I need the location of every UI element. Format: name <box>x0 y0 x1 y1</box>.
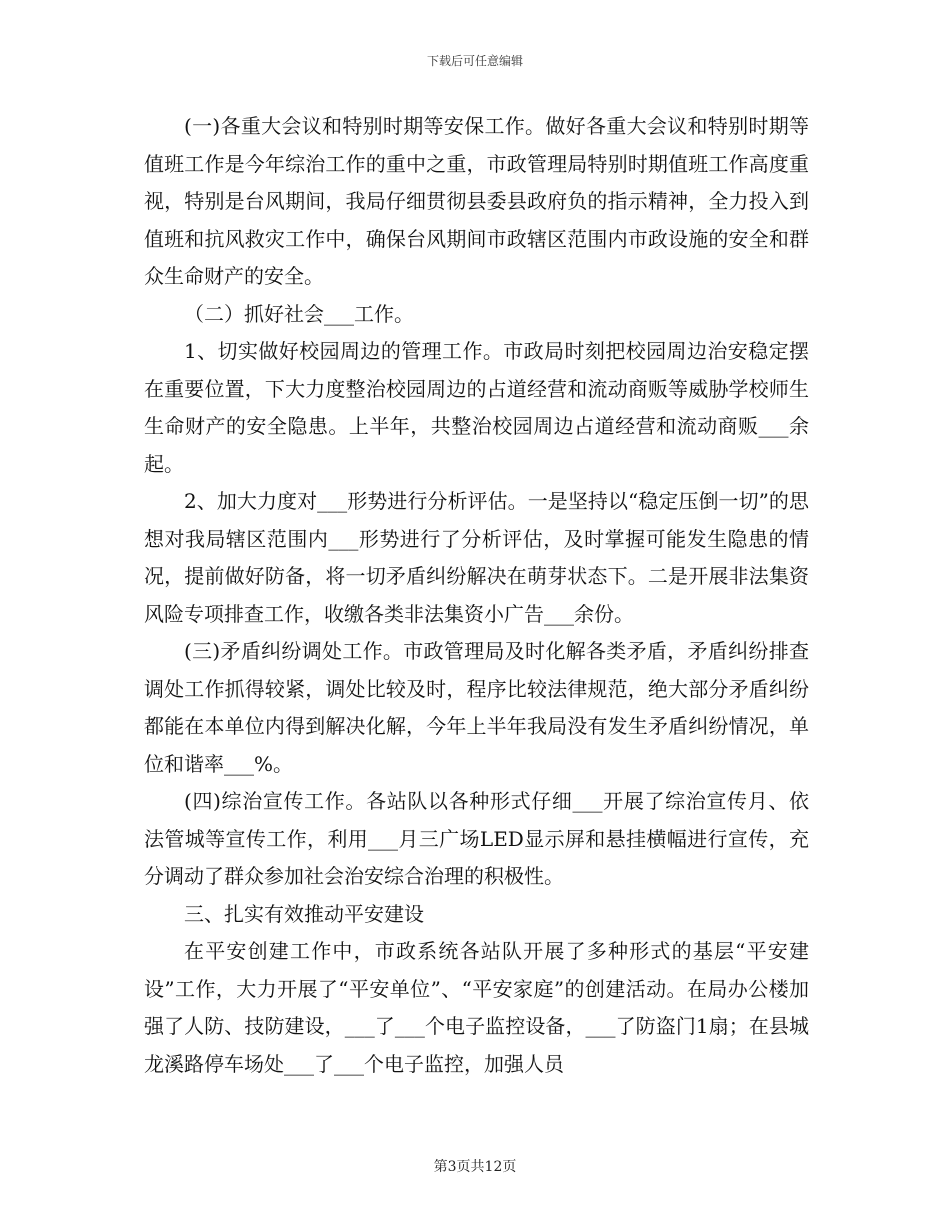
paragraph: (三)矛盾纠纷调处工作。市政管理局及时化解各类矛盾，矛盾纠纷排查调处工作抓得较紧，调处比较及时，程序比较法律规范，绝大部分矛盾纠纷都能在本单位内得到解决化解，今年上半年我局没有发生矛盾纠纷情况，单位和谐率___%。 <box>144 639 809 776</box>
paragraph: (四)综治宣传工作。各站队以各种形式仔细___开展了综治宣传月、依法管城等宣传工作，利用___月三广场LED显示屏和悬挂横幅进行宣传，充分调动了群众参加社会治安综合治理的积极性。 <box>144 789 809 888</box>
page-number: 第3页共12页 <box>433 1159 517 1175</box>
paragraph: (一)各重大会议和特别时期等安保工作。做好各重大会议和特别时期等值班工作是今年综治工作的重中之重，市政管理局特别时期值班工作高度重视，特别是台风期间，我局仔细贯彻县委县政府负的指示精神，全力投入到值班和抗风救灾工作中，确保台风期间市政辖区范围内市政设施的安全和群众生命财产的安全。 <box>144 114 809 288</box>
document-body <box>144 108 809 1083</box>
page-header-note: 下载后可任意编辑 <box>426 54 523 68</box>
paragraph: 2、加大力度对___形势进行分析评估。一是坚持以“稳定压倒一切”的思想对我局辖区范围内___形势进行了分析评估，及时掌握可能发生隐患的情况，提前做好防备，将一切矛盾纠纷解决在萌芽状态下。二是开展非法集资风险专项排查工作，收缴各类非法集资小广告___余份。 <box>144 489 809 626</box>
paragraph: 在平安创建工作中，市政系统各站队开展了多种形式的基层“平安建设”工作，大力开展了“平安单位”、“平安家庭”的创建活动。在局办公楼加强了人防、技防建设，___了___个电子监控设备，___了防盗门1扇；在县城龙溪路停车场处___了___个电子监控，加强人员 <box>144 939 809 1076</box>
section-heading: 三、扎实有效推动平安建设 <box>184 901 424 926</box>
paragraph: （二）抓好社会___工作。 <box>184 301 414 326</box>
paragraph: 1、切实做好校园周边的管理工作。市政局时刻把校园周边治安稳定摆在重要位置，下大力度整治校园周边的占道经营和流动商贩等威胁学校师生生命财产的安全隐患。上半年，共整治校园周边占道经营和流动商贩___余起。 <box>144 339 809 476</box>
